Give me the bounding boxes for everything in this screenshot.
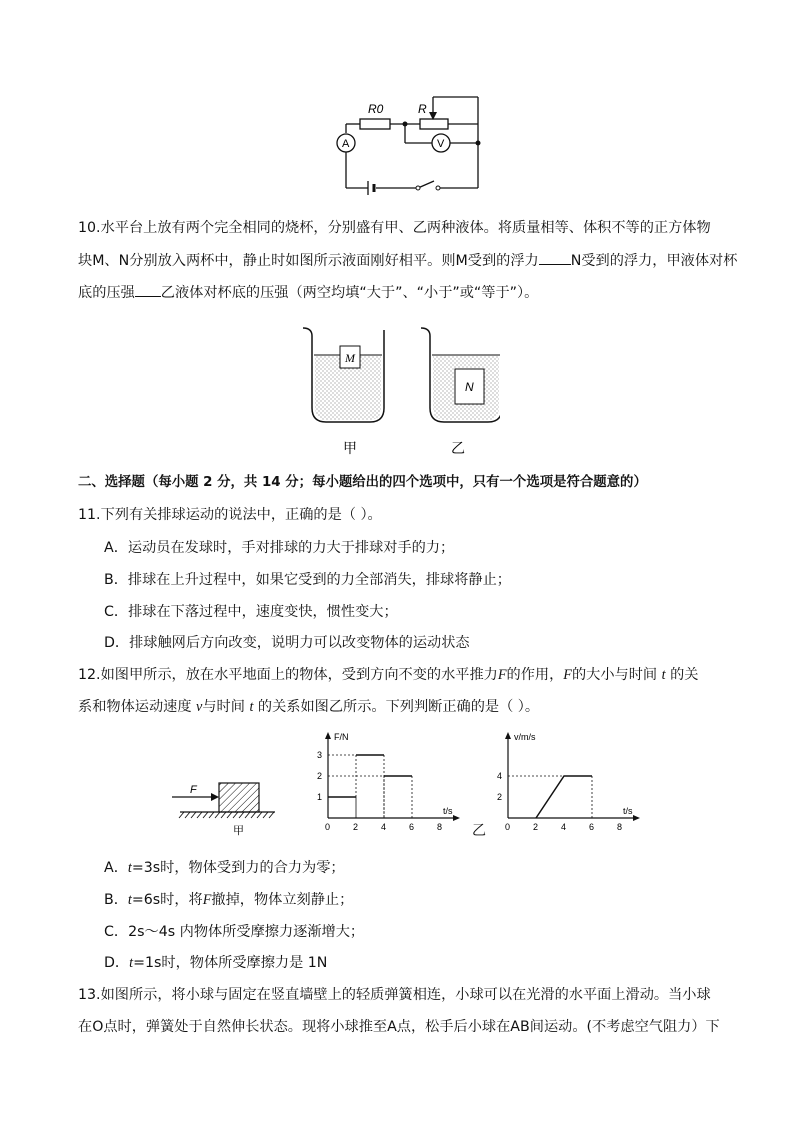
q12-option-a (104, 858, 764, 878)
y-tick-label: 3 (317, 750, 323, 760)
x-tick-label: 8 (437, 822, 443, 830)
x-axis-label: t/s (623, 806, 633, 816)
q10-line2-a: 块M、N分别放入两杯中，静止时如图所示液面刚好相平。则M受到的浮力 (78, 253, 539, 269)
r-label: R (418, 102, 427, 116)
var-f: F (497, 667, 507, 683)
ammeter-label: A (342, 138, 350, 150)
q13-line1: 13.如图所示，将小球与固定在竖直墙壁上的轻质弹簧相连，小球可以在光滑的水平面上滑动。当小球 (78, 987, 711, 1003)
x-tick-label: 4 (561, 822, 567, 830)
q11-option-a: A．运动员在发球时，手对排球的力大于排球对手的力； (104, 540, 455, 556)
q12-text: 12.如图甲所示，放在水平地面上的物体，受到方向不变的水平推力 (78, 667, 498, 683)
var-t: t (127, 892, 132, 908)
velocity-time-chart (492, 730, 652, 830)
fig-jia-label: 甲 (233, 825, 244, 837)
fig-yi-label: 乙 (472, 823, 486, 839)
var-t: t (129, 955, 134, 971)
r0-label: R0 (368, 102, 384, 116)
force-label: F (190, 784, 197, 796)
x-axis-arrow (633, 815, 640, 821)
option-prefix: A． (104, 860, 128, 876)
q13-line2: 在O点时，弹簧处于自然伸长状态。现将小球推至A点，松手后小球在AB间运动。(不考虑空气阻力）下 (78, 1019, 720, 1035)
q11-stem: 11.下列有关排球运动的说法中，正确的是（ ）。 (78, 507, 382, 523)
x-tick-label: 6 (409, 822, 415, 830)
q10-line2-b: N受到的浮力，甲液体对杯 (570, 253, 738, 269)
block-m-label: M (345, 351, 355, 365)
x-tick-label: 0 (505, 822, 511, 830)
q12-text: 与时间 (202, 699, 245, 715)
q10-line3-b: 乙液体对杯底的压强（两空均填“大于”、“小于”或“等于”）。 (160, 285, 539, 301)
q10-line1: 10.水平台上放有两个完全相同的烧杯，分别盛有甲、乙两种液体。将质量相等、体积不等的正方体物 (78, 220, 711, 236)
resistor-r (420, 119, 448, 129)
q12-option-c: C．2s～4s 内物体所受摩擦力逐渐增大； (104, 924, 365, 940)
var-f: F (563, 667, 572, 683)
beakers-figure (300, 318, 500, 458)
y-axis-arrow (505, 732, 511, 739)
option-text: =6s时，将 (131, 892, 203, 908)
option-text: =3s时，物体受到力的合力为零； (131, 860, 345, 876)
block-figure (170, 770, 280, 840)
voltmeter-label: V (437, 138, 445, 150)
q12-option-d (104, 953, 764, 973)
y-axis-arrow (325, 732, 331, 739)
q12-text: 的大小与时间 (571, 667, 658, 683)
y-axis-label: v/m/s (514, 732, 536, 742)
y-tick-label: 2 (317, 771, 323, 781)
force-time-chart (312, 730, 472, 830)
q10-line2 (78, 250, 738, 271)
q12-text: 系和物体运动速度 (78, 699, 192, 715)
option-prefix: B． (104, 892, 128, 908)
x-axis-arrow (453, 815, 460, 821)
option-prefix: D． (104, 955, 130, 971)
block-n-label: N (465, 380, 474, 394)
var-t: t (249, 699, 254, 715)
q11-option-c: C．排球在下落过程中，速度变快，惯性变大； (104, 604, 398, 620)
q10-line3 (78, 282, 738, 303)
option-text: =1s时，物体所受摩擦力是 1N (133, 955, 328, 971)
resistor-r0 (360, 119, 390, 129)
q12-line1 (78, 665, 738, 685)
y-tick-label: 4 (497, 771, 503, 781)
x-tick-label: 4 (381, 822, 387, 830)
x-tick-label: 2 (353, 822, 359, 830)
q12-text: 的关 (670, 667, 699, 683)
caption-jia: 甲 (343, 440, 357, 456)
x-tick-label: 6 (589, 822, 595, 830)
x-axis-label: t/s (443, 806, 453, 816)
answer-blank[interactable] (539, 250, 571, 265)
section-heading: 二、选择题（每小题 2 分，共 14 分；每小题给出的四个选项中，只有一个选项是符合题意的） (78, 475, 647, 490)
q12-option-b (104, 890, 764, 910)
x-tick-label: 2 (533, 822, 539, 830)
option-text: 撤掉，物体立刻静止； (211, 892, 354, 908)
y-axis-label: F/N (334, 732, 349, 742)
x-tick-label: 8 (617, 822, 623, 830)
q12-text: 的作用， (506, 667, 564, 683)
var-v: v (196, 699, 203, 715)
var-t: t (127, 860, 132, 876)
q12-line2 (78, 697, 738, 717)
q11-option-d: D．排球触网后方向改变，说明力可以改变物体的运动状态 (104, 635, 470, 651)
data-line (536, 776, 592, 818)
var-f: F (202, 892, 212, 908)
y-tick-label: 1 (317, 792, 323, 802)
pushed-block (219, 783, 259, 812)
y-tick-label: 2 (497, 792, 503, 802)
answer-blank[interactable] (135, 282, 161, 297)
circuit-diagram (330, 90, 490, 200)
caption-yi: 乙 (451, 440, 465, 456)
q10-line3-a: 底的压强 (78, 285, 135, 301)
q12-text: 的关系如图乙所示。下列判断正确的是（ ）。 (257, 699, 540, 715)
var-t: t (661, 667, 666, 683)
q11-option-b: B．排球在上升过程中，如果它受到的力全部消失，排球将静止； (104, 572, 511, 588)
x-tick-label: 0 (325, 822, 331, 830)
